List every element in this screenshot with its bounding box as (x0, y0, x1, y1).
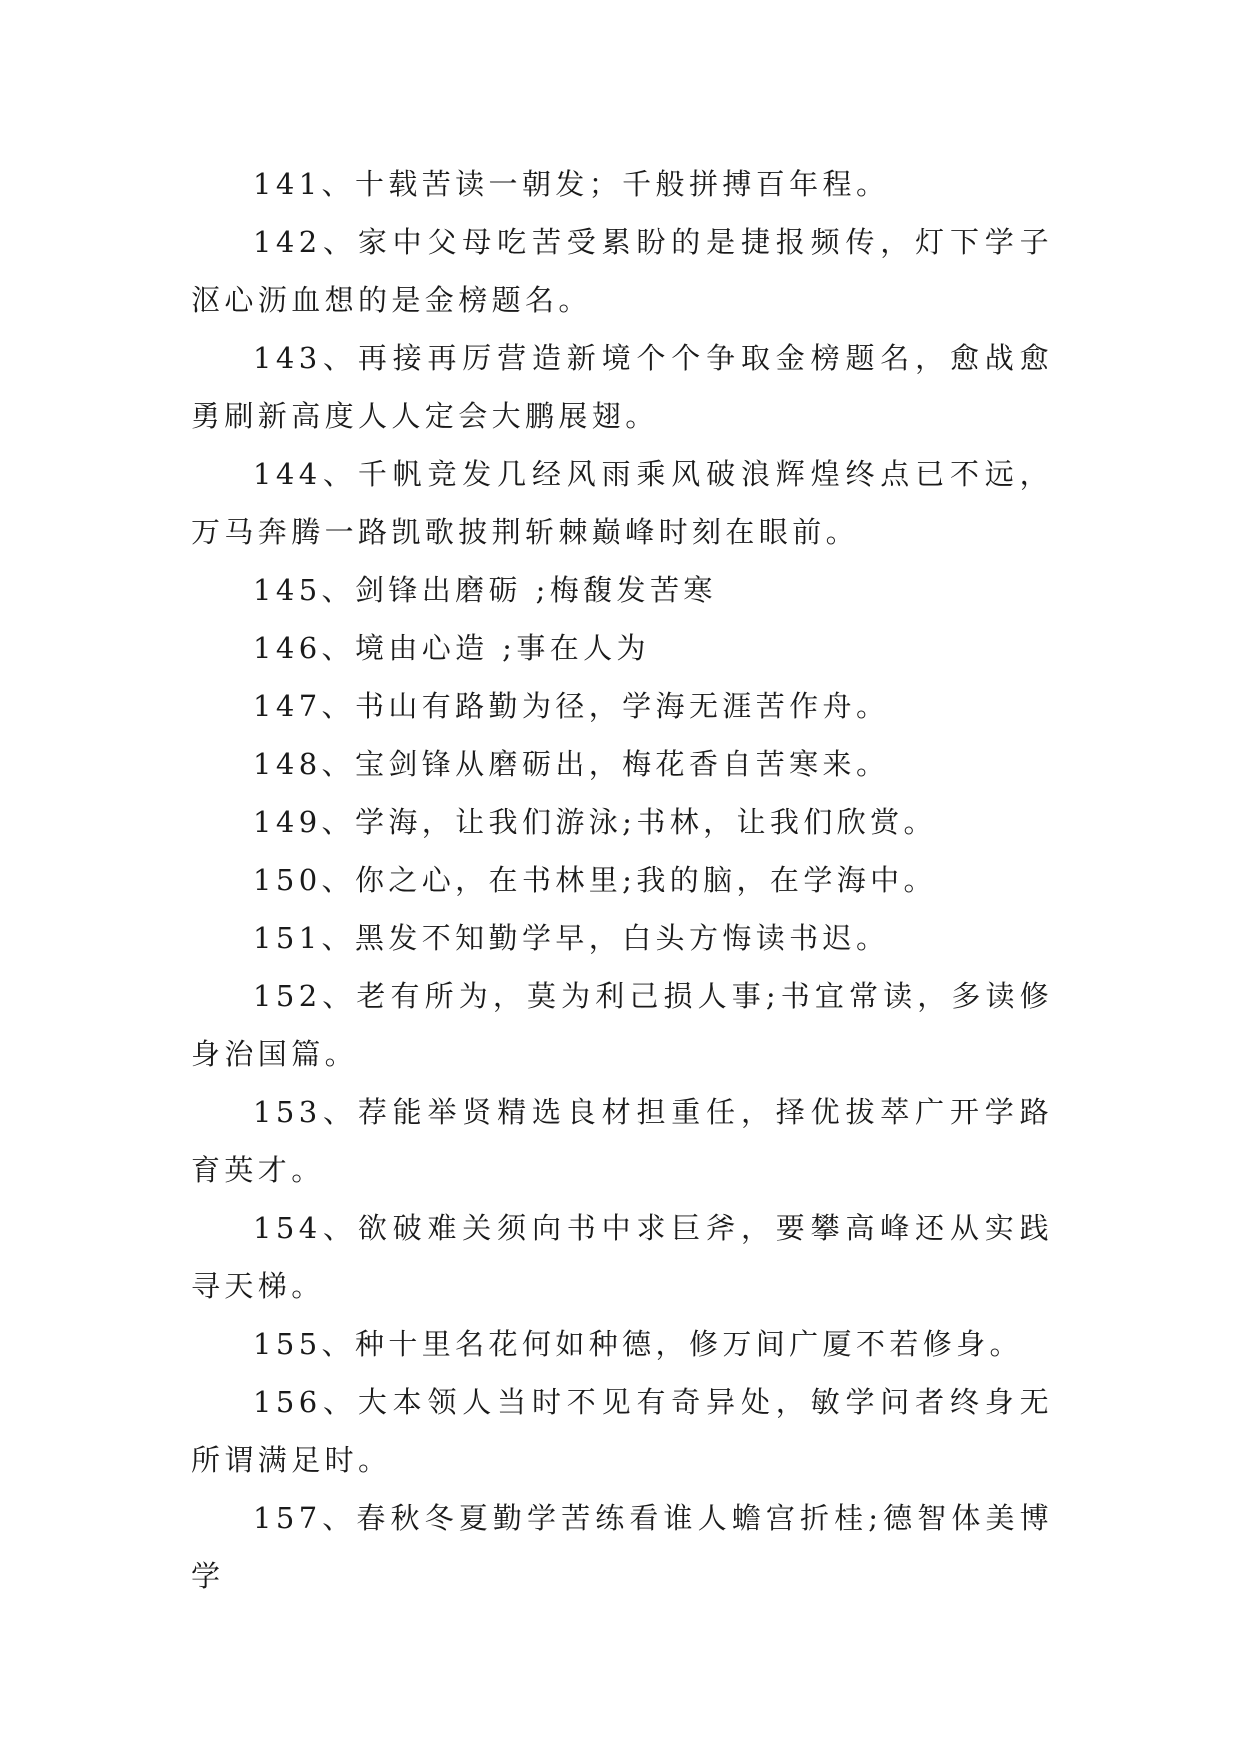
entry-146: 146、境由心造 ;事在人为 (253, 631, 650, 665)
entry-148: 148、宝剑锋从磨砺出，梅花香自苦寒来。 (253, 747, 890, 781)
entry-150: 150、你之心，在书林里;我的脑，在学海中。 (253, 863, 937, 897)
entry-156: 156、大本领人当时不见有奇异处，敏学问者终身无所谓满足时。 (191, 1385, 1053, 1477)
document-body (191, 155, 1053, 1605)
entry-155: 155、种十里名花何如种德，修万间广厦不若修身。 (253, 1327, 1023, 1361)
entry-142: 142、家中父母吃苦受累盼的是捷报频传，灯下学子沤心沥血想的是金榜题名。 (191, 225, 1053, 317)
entry-153: 153、荐能举贤精选良材担重任，择优拔萃广开学路育英才。 (191, 1095, 1053, 1187)
entry-151: 151、黑发不知勤学早，白头方悔读书迟。 (253, 921, 890, 955)
entry-157: 157、春秋冬夏勤学苦练看谁人蟾宫折桂;德智体美博学 (191, 1501, 1053, 1593)
entry-145: 145、剑锋出磨砺 ;梅馥发苦寒 (253, 573, 717, 607)
entry-154: 154、欲破难关须向书中求巨斧，要攀高峰还从实践寻天梯。 (191, 1211, 1053, 1303)
entry-147: 147、书山有路勤为径，学海无涯苦作舟。 (253, 689, 890, 723)
entry-144: 144、千帆竞发几经风雨乘风破浪辉煌终点已不远，万马奔腾一路凯歌披荆斩棘巅峰时刻在眼前。 (191, 457, 1053, 549)
entry-152: 152、老有所为，莫为利己损人事;书宜常读，多读修身治国篇。 (191, 979, 1053, 1071)
entry-141: 141、十载苦读一朝发；千般拼搏百年程。 (253, 167, 890, 201)
entry-149: 149、学海，让我们游泳;书林，让我们欣赏。 (253, 805, 937, 839)
entry-143: 143、再接再厉营造新境个个争取金榜题名，愈战愈勇刷新高度人人定会大鹏展翅。 (191, 341, 1053, 433)
